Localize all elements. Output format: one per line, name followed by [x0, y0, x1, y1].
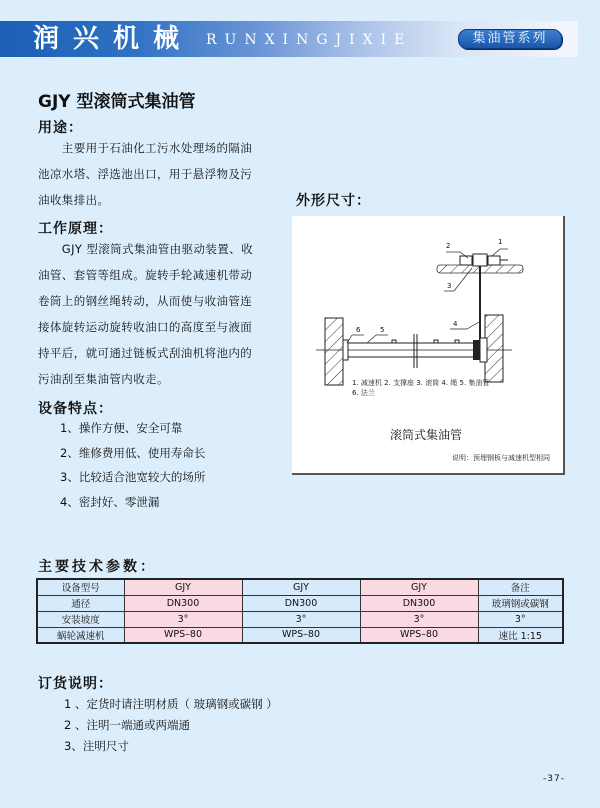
- table-cell: GJY: [360, 579, 478, 595]
- callout-4: 4: [453, 320, 458, 328]
- ordering-heading: 订货说明：: [38, 676, 113, 692]
- diagram-legend: [352, 378, 489, 398]
- table-row: [37, 595, 563, 611]
- table-cell: 蜗轮减速机: [37, 627, 124, 643]
- callout-2: 2: [446, 242, 451, 250]
- usage-text: 主要用于石油化工污水处理场的隔油池凉水塔、浮选池出口，用于悬浮物及污油收集排出。: [38, 141, 253, 207]
- feature-item: 1、操作方便、安全可靠: [60, 421, 183, 435]
- table-cell: DN300: [242, 595, 360, 611]
- table-cell: 3°: [124, 611, 242, 627]
- ordering-list: [64, 694, 278, 757]
- spec-table: [36, 578, 564, 644]
- table-row: [37, 611, 563, 627]
- dimensions-heading: 外形尺寸：: [296, 193, 371, 209]
- usage-heading: 用途：: [38, 120, 83, 136]
- figure-note: 说明：预埋钢板与减速机型相同: [452, 454, 550, 462]
- legend-line: 1. 减速机 2. 支撑座 3. 滚筒 4. 绳 5. 集油管: [352, 379, 490, 387]
- table-cell: DN300: [124, 595, 242, 611]
- table-cell: GJY: [124, 579, 242, 595]
- callout-3: 3: [447, 282, 452, 290]
- table-cell: 3°: [360, 611, 478, 627]
- table-cell: 设备型号: [37, 579, 124, 595]
- figure-caption: 滚筒式集油管: [390, 428, 463, 442]
- table-cell: WPS–80: [124, 627, 242, 643]
- table-cell: 3°: [478, 611, 563, 627]
- principle-text: GJY 型滚筒式集油管由驱动装置、收油管、套管等组成。旋转手轮减速机带动卷筒上的钢丝绳转动，从而使与收油管连接体旋转运动旋转收油口的高度至与液面持平后，就可通过链板式刮油机将池内的污油刮至集油管内收走。: [38, 242, 253, 386]
- page-number: -37-: [543, 774, 565, 784]
- callout-5: 5: [380, 326, 385, 334]
- header-banner: [0, 21, 578, 57]
- specs-heading: 主要技术参数：: [38, 559, 157, 575]
- principle-heading: 工作原理：: [38, 221, 113, 237]
- feature-item: 2、维修费用低、使用寿命长: [60, 445, 206, 460]
- technical-drawing: [292, 216, 565, 475]
- ordering-item: 1 、定货时请注明材质（ 玻璃钢或碳钢 ）: [64, 697, 278, 711]
- table-row: [37, 579, 563, 595]
- brand-name-en: RUNXINGJIXIE: [206, 32, 413, 48]
- series-badge: 集油管系列: [458, 29, 562, 49]
- feature-item: 3、比较适合池宽较大的场所: [60, 470, 206, 484]
- table-cell: WPS–80: [360, 627, 478, 643]
- table-cell: 安装坡度: [37, 611, 124, 627]
- product-title: GJY 型滚筒式集油管: [38, 92, 196, 112]
- callout-1: 1: [498, 238, 503, 246]
- table-cell: DN300: [360, 595, 478, 611]
- ordering-item: 2 、注明一端通或两端通: [64, 718, 190, 732]
- brand-name-cn: 润兴机械: [33, 24, 194, 54]
- legend-line: 6. 法兰: [352, 389, 375, 397]
- features-heading: 设备特点：: [38, 401, 113, 417]
- table-cell: 3°: [242, 611, 360, 627]
- table-cell: 玻璃钢或碳钢: [478, 595, 563, 611]
- features-list: [60, 416, 205, 514]
- callout-6: 6: [356, 326, 361, 334]
- feature-item: 4、密封好、零泄漏: [60, 494, 160, 509]
- ordering-item: 3、注明尺寸: [64, 739, 129, 753]
- table-cell: 速比 1:15: [478, 627, 563, 643]
- table-cell: WPS–80: [242, 627, 360, 643]
- table-row: [37, 627, 563, 643]
- table-cell: 备注: [478, 579, 563, 595]
- table-cell: 通径: [37, 595, 124, 611]
- table-cell: GJY: [242, 579, 360, 595]
